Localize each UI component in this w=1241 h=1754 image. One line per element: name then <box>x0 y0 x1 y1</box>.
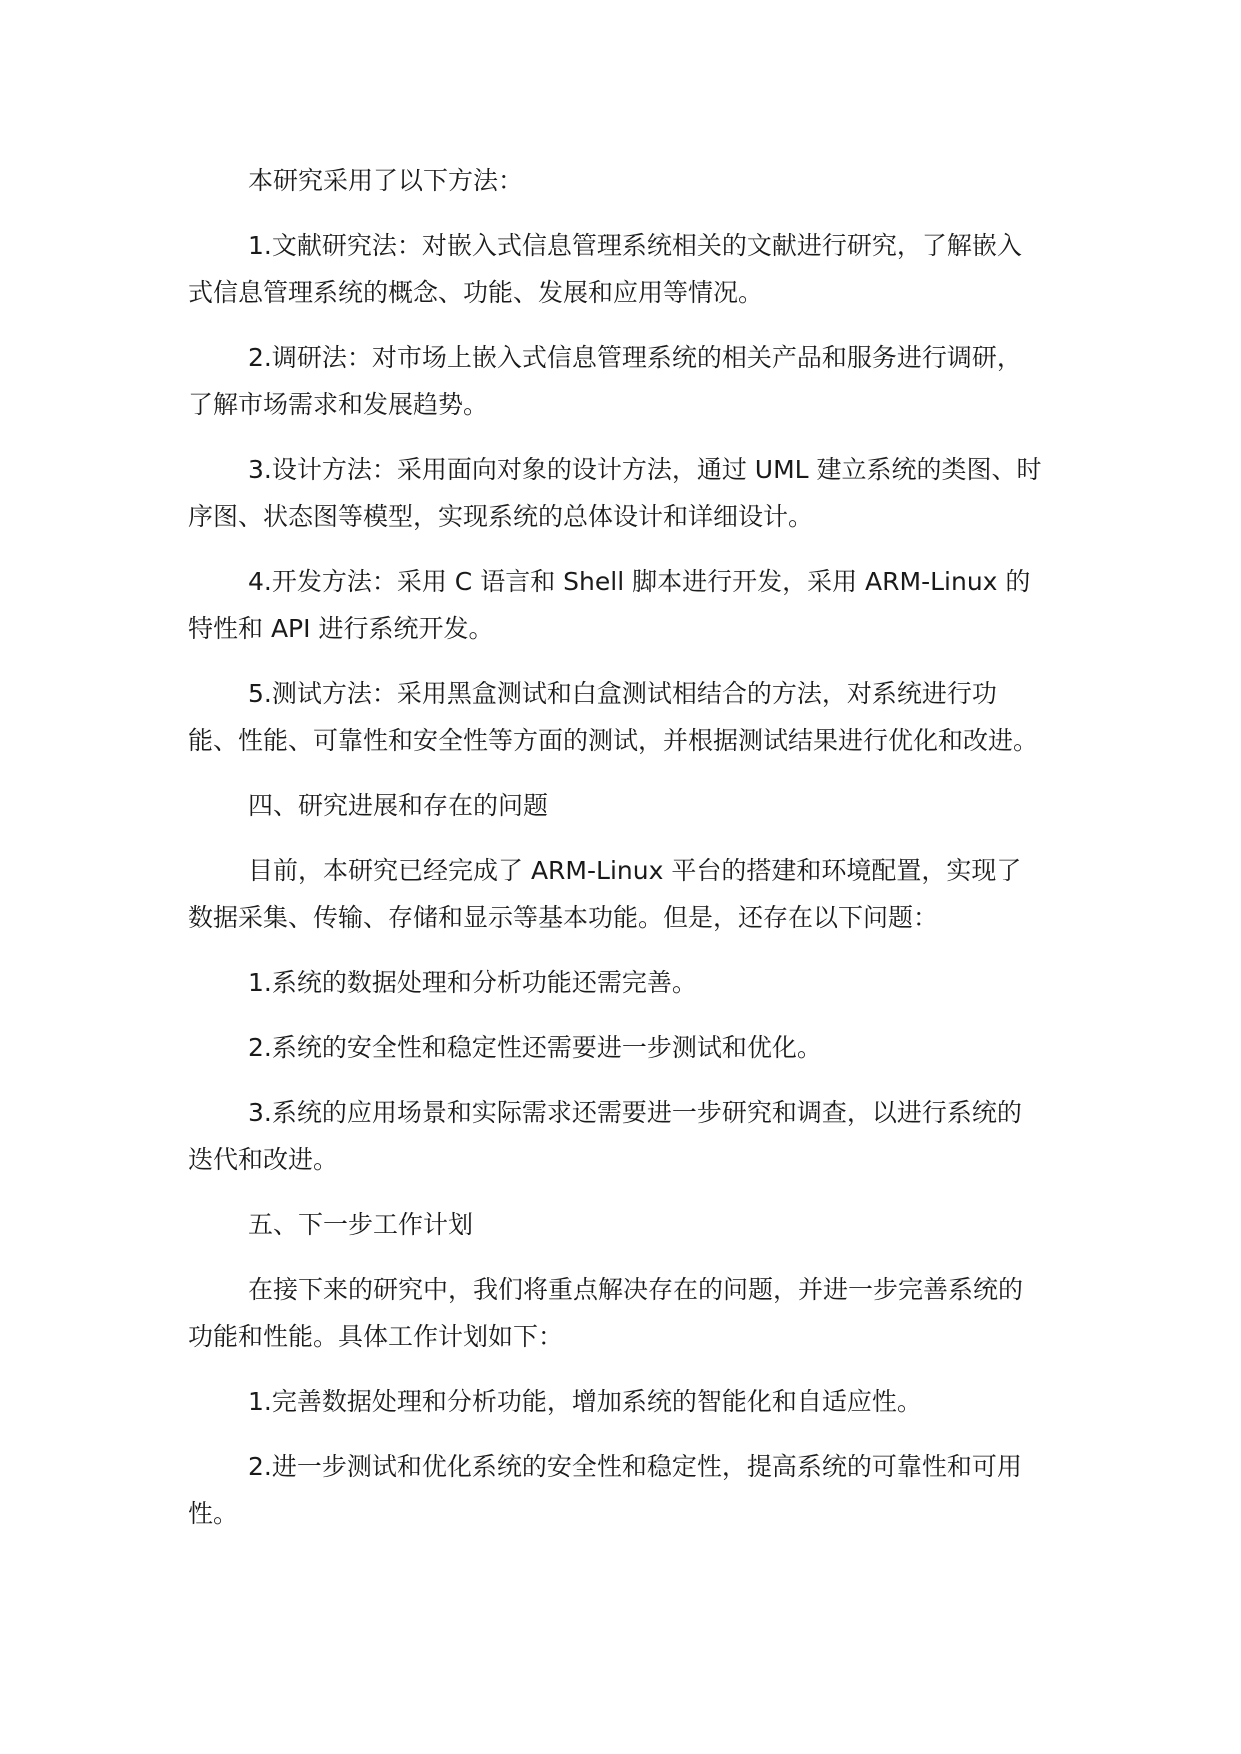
plan-item-1: 1.完善数据处理和分析功能，增加系统的智能化和自适应性。 <box>248 1387 922 1416</box>
method-literature-research: 1.文献研究法：对嵌入式信息管理系统相关的文献进行研究，了解嵌入式信息管理系统的概念、功能、发展和应用等情况。 <box>188 231 1022 307</box>
plan-intro: 在接下来的研究中，我们将重点解决存在的问题，并进一步完善系统的功能和性能。具体工作计划如下： <box>188 1275 1024 1351</box>
methods-intro: 本研究采用了以下方法： <box>248 166 524 195</box>
section-heading-progress: 四、研究进展和存在的问题 <box>248 791 549 820</box>
method-development: 4.开发方法：采用 C 语言和 Shell 脚本进行开发，采用 ARM-Linux 的特性和 API 进行系统开发。 <box>188 567 1031 643</box>
section-heading-plan: 五、下一步工作计划 <box>248 1210 474 1239</box>
plan-item-2: 2.进一步测试和优化系统的安全性和稳定性，提高系统的可靠性和可用性。 <box>188 1452 1022 1528</box>
method-testing: 5.测试方法：采用黑盒测试和白盒测试相结合的方法，对系统进行功能、性能、可靠性和安全性等方面的测试，并根据测试结果进行优化和改进。 <box>188 679 1039 755</box>
method-design: 3.设计方法：采用面向对象的设计方法，通过 UML 建立系统的类图、时序图、状态图等模型，实现系统的总体设计和详细设计。 <box>188 455 1042 531</box>
document-body <box>188 157 1044 1555</box>
method-survey: 2.调研法：对市场上嵌入式信息管理系统的相关产品和服务进行调研，了解市场需求和发展趋势。 <box>188 343 1022 419</box>
progress-summary: 目前，本研究已经完成了 ARM-Linux 平台的搭建和环境配置，实现了数据采集、传输、存储和显示等基本功能。但是，还存在以下问题： <box>188 856 1022 932</box>
problem-item-1: 1.系统的数据处理和分析功能还需完善。 <box>248 968 697 997</box>
problem-item-3: 3.系统的应用场景和实际需求还需要进一步研究和调查，以进行系统的迭代和改进。 <box>188 1098 1022 1174</box>
problem-item-2: 2.系统的安全性和稳定性还需要进一步测试和优化。 <box>248 1033 822 1062</box>
